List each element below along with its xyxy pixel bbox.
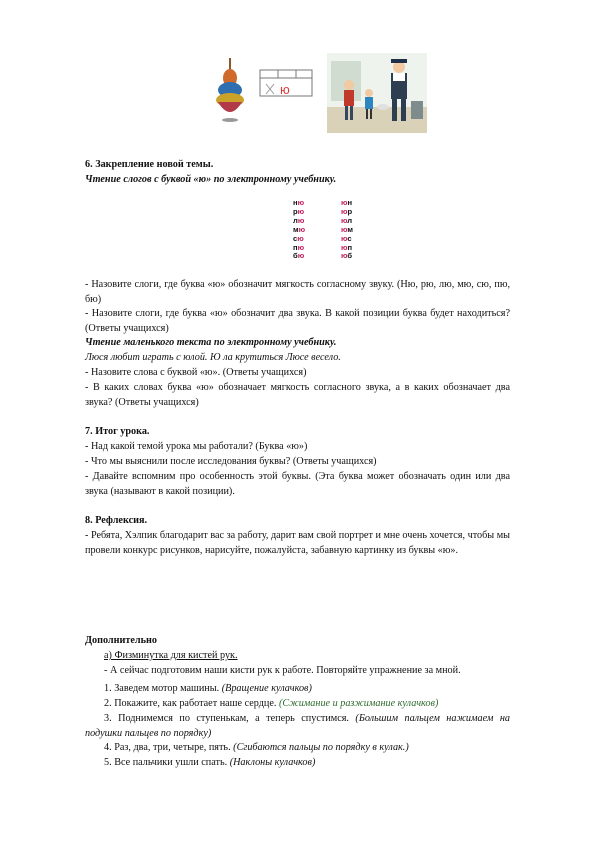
section-8-heading: 8. Рефлексия. [85,515,148,526]
syllable-vowel: ю [297,251,305,261]
exercise-text: 3. Поднимемся по ступенькам, а теперь спустимся. [104,713,356,724]
extra-subheading: а) Физминутка для кистей рук. [104,650,238,661]
section-6-subheading: Чтение слогов с буквой «ю» по электронному учебнику. [85,174,337,185]
exercise-item-4 [104,741,409,756]
syllable-consonant: п [347,242,353,252]
exercise-text: 2. Покажите, как работает наше сердце. [104,698,279,709]
section-7-line-3: - Давайте вспомним про особенность этой буквы. (Эта буква может обозначать один или два звука (называют в какой позиции). [85,471,510,497]
syllable-consonant: л [293,215,298,225]
syllable-left-7 [293,252,315,261]
exercise-note: (Большим пальцем нажимаем на подушки пальцев по порядку) [85,713,510,739]
paragraph-1: - Назовите слоги, где буква «ю» обозначит мягкость согласному звуку. (Ню, рю, лю, мю, сю, пю, бю) [85,279,510,305]
syllable-consonant: р [293,206,298,216]
syllables-left-column [293,199,315,261]
exercise-note: (Сгибаются пальцы по порядку в кулак.) [233,742,409,753]
section-6-heading: 6. Закрепление новой темы. [85,159,214,170]
exercise-text: 1. Заведем мотор машины. [104,683,222,694]
section-7-heading: 7. Итог урока. [85,426,150,437]
extra-heading: Дополнительно [85,635,157,646]
syllable-vowel: ю [341,198,348,207]
exercise-item-3 [85,712,510,741]
section-8-text: - Ребята, Хэлпик благодарит вас за работу, дарит вам свой портрет и мне очень хочется, чтобы мы провели конкурс рисунков, нарисуйте, пожалуйста, забавную картинку из буквы «ю». [85,530,510,556]
reading-heading: Чтение маленького текста по электронному учебнику. [85,337,337,348]
syllable-vowel: ю [297,233,304,243]
syllable-vowel: ю [298,224,306,234]
syllable-vowel: ю [341,215,348,225]
reading-text: Люся любит играть с юлой. Ю ла крутиться Люсе весело. [85,352,341,363]
syllable-consonant: с [347,233,352,243]
paragraph-4: - В каких словах буква «ю» обозначает мягкость согласного звука, а в каких обозначает два звука? (Ответы учащихся) [85,382,510,408]
section-7-line-2: - Что мы выяснили после исследования буквы? (Ответы учащихся) [85,456,377,467]
syllable-vowel: ю [341,242,348,252]
exercise-note: (Сжимание и разжимание кулачков) [278,698,439,709]
exercise-text: 4. Раз, два, три, четыре, пять. [104,742,234,753]
syllable-vowel: ю [297,242,305,252]
exercise-text: 5. Все пальчики ушли спать. [104,757,230,768]
syllable-consonant: б [347,251,353,261]
paragraph-3: - Назовите слова с буквой «ю». (Ответы учащихся) [85,367,307,378]
syllable-vowel: ю [341,233,348,243]
syllable-consonant: с [293,233,298,243]
exercise-item-5 [104,756,315,771]
extra-intro: - А сейчас подготовим наши кисти рук к работе. Повторяйте упражнение за мной. [104,665,461,676]
paragraph-2: - Назовите слоги, где буква «ю» обозначит два звука. В какой позиции буква будет находиться? (Ответы учащихся) [85,308,510,334]
exercise-note: (Вращение кулачков) [221,683,312,694]
section-7-line-1: - Над какой темой урока мы работали? (Буква «ю») [85,441,308,452]
syllable-vowel: ю [297,215,305,225]
syllable-consonant: л [347,215,353,225]
syllable-consonant: р [347,206,353,216]
exercise-item-2 [104,697,438,712]
syllable-consonant: м [347,224,354,234]
exercise-item-1 [104,682,312,697]
syllable-vowel: ю [341,251,348,261]
syllable-consonant: н [347,198,353,207]
svg-text:ю: ю [280,82,290,97]
syllable-consonant: м [293,224,299,234]
syllable-consonant: н [293,198,298,207]
syllable-vowel: ю [341,224,348,234]
syllable-consonant: п [293,242,298,252]
syllable-vowel: ю [297,206,305,216]
spinning-top-illustration [214,56,316,128]
syllable-consonant: б [293,251,298,261]
exercise-note: (Наклоны кулачков) [229,757,316,768]
syllable-vowel: ю [341,206,348,216]
syllable-right-7 [341,252,363,261]
syllables-right-column [341,199,363,261]
children-scene-illustration [327,53,427,133]
syllable-vowel: ю [297,198,305,207]
